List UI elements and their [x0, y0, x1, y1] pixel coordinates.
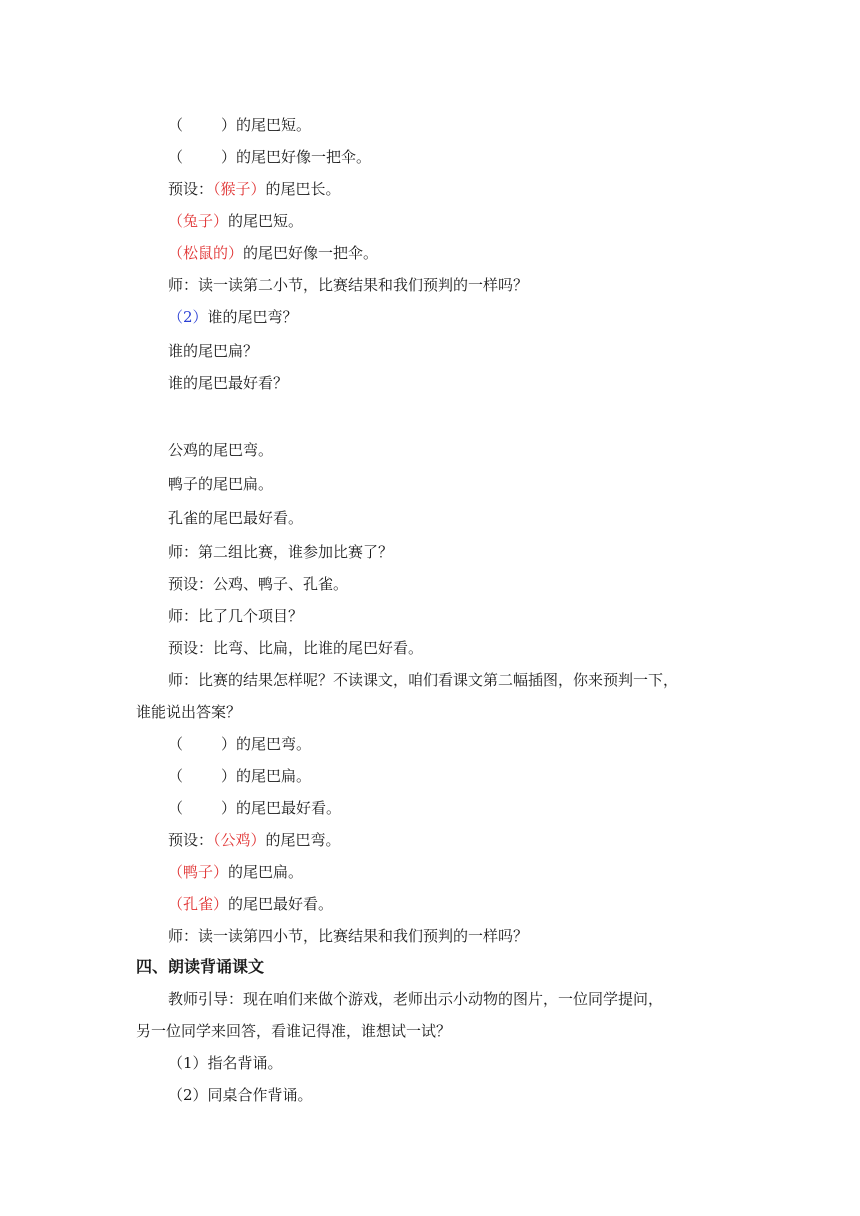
question-prettiest	[168, 373, 288, 393]
teacher-prompt-predict	[168, 670, 678, 690]
preset-line-rabbit	[168, 211, 303, 231]
line-text: 的尾巴最好看。	[236, 799, 342, 817]
preset-label: 预设：	[168, 180, 214, 198]
step-pair-recite	[168, 1085, 313, 1105]
blank-close-paren: ）	[221, 767, 237, 785]
answer-highlight: （猴子）	[213, 180, 266, 198]
blank-open-paren: （	[168, 116, 184, 134]
line-text: 的尾巴好像一把伞。	[236, 148, 372, 166]
line-text: 教师引导：现在咱们来做个游戏，老师出示小动物的图片，一位同学提问，	[168, 990, 664, 1008]
answer-highlight: （松鼠的）	[168, 244, 244, 262]
line-text: 预设：比弯、比扁，比谁的尾巴好看。	[168, 639, 424, 657]
teacher-question-section4	[168, 926, 528, 946]
line-text: 师：读一读第二小节，比赛结果和我们预判的一样吗？	[168, 276, 529, 294]
step-named-recite	[168, 1053, 283, 1073]
line-text: 谁的尾巴最好看？	[168, 374, 289, 392]
blank-open-paren: （	[168, 767, 184, 785]
blank-line-prettiest	[168, 798, 341, 818]
line-text: 师：读一读第四小节，比赛结果和我们预判的一样吗？	[168, 927, 529, 945]
blank-open-paren: （	[168, 735, 184, 753]
line-text: 的尾巴弯。	[236, 735, 312, 753]
preset-line-monkey	[168, 179, 341, 199]
line-text: 的尾巴好像一把伞。	[243, 244, 379, 262]
line-text: 师：比赛的结果怎样呢？不读课文，咱们看课文第二幅插图，你来预判一下，	[168, 671, 679, 689]
section-heading-text: 四、朗读背诵课文	[136, 957, 265, 976]
preset-line-squirrel	[168, 243, 378, 263]
line-text: 鸭子的尾巴扁。	[168, 475, 274, 493]
line-text: 孔雀的尾巴最好看。	[168, 509, 304, 527]
line-text: （1）指名背诵。	[168, 1054, 283, 1072]
teacher-question-section2	[168, 275, 528, 295]
answer-highlight: （公鸡）	[213, 831, 266, 849]
blank-line-flat	[168, 766, 311, 786]
line-text: 的尾巴短。	[236, 116, 312, 134]
blank-close-paren: ）	[221, 116, 237, 134]
line-text: 的尾巴短。	[228, 212, 304, 230]
preset-items	[168, 638, 423, 658]
line-text: 谁的尾巴扁？	[168, 342, 259, 360]
line-text: 的尾巴扁。	[236, 767, 312, 785]
line-text: 预设：公鸡、鸭子、孔雀。	[168, 575, 349, 593]
text-rooster	[168, 440, 273, 460]
question-flat	[168, 341, 258, 361]
line-text: 谁的尾巴弯？	[207, 308, 298, 326]
blank-close-paren: ）	[221, 799, 237, 817]
line-text: 的尾巴长。	[265, 180, 341, 198]
teacher-question-items	[168, 606, 303, 626]
blank-open-paren: （	[168, 799, 184, 817]
preset-label: 预设：	[168, 831, 214, 849]
section-heading-recite	[136, 957, 264, 977]
line-text: 另一位同学来回答，看谁记得准，谁想试一试？	[136, 1022, 452, 1040]
teacher-prompt-predict-cont	[136, 702, 241, 722]
line-text: 谁能说出答案？	[136, 703, 242, 721]
line-text: 的尾巴弯。	[265, 831, 341, 849]
text-duck	[168, 474, 273, 494]
answer-highlight: （孔雀）	[168, 895, 229, 913]
blank-line-bent	[168, 734, 311, 754]
teacher-question-participants	[168, 542, 393, 562]
line-text: 的尾巴扁。	[228, 863, 304, 881]
preset-line-peacock	[168, 894, 333, 914]
teacher-guide	[168, 989, 663, 1009]
teacher-guide-cont	[136, 1021, 451, 1041]
line-text: 公鸡的尾巴弯。	[168, 441, 274, 459]
blank-line-umbrella	[168, 147, 371, 167]
preset-line-rooster	[168, 830, 341, 850]
preset-line-duck	[168, 862, 303, 882]
item-number: （2）	[168, 308, 208, 326]
blank-close-paren: ）	[221, 735, 237, 753]
answer-highlight: （鸭子）	[168, 863, 229, 881]
line-text: （2）同桌合作背诵。	[168, 1086, 313, 1104]
line-text: 师：第二组比赛，谁参加比赛了？	[168, 543, 394, 561]
blank-line-short	[168, 115, 311, 135]
preset-participants	[168, 574, 348, 594]
blank-open-paren: （	[168, 148, 184, 166]
line-text: 的尾巴最好看。	[228, 895, 334, 913]
blank-close-paren: ）	[221, 148, 237, 166]
question-bent	[168, 307, 298, 327]
line-text: 师：比了几个项目？	[168, 607, 304, 625]
answer-highlight: （兔子）	[168, 212, 229, 230]
text-peacock	[168, 508, 303, 528]
